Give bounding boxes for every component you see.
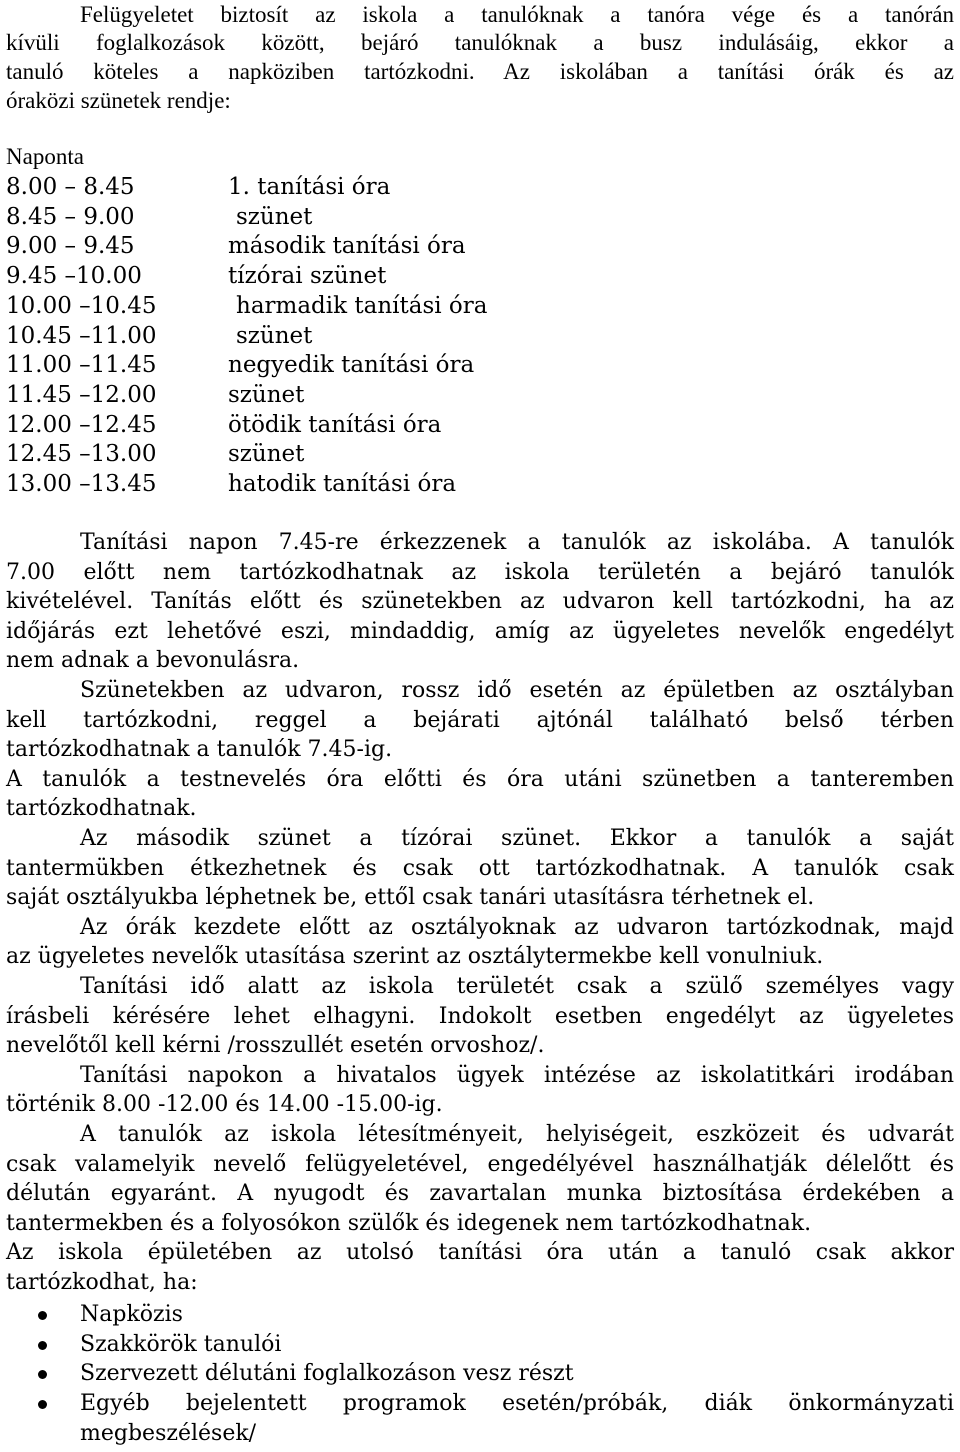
schedule-time: 9.45 –10.00: [6, 263, 142, 290]
rules-line: Tanítási napokon a hivatalos ügyek intézése az iskolatitkári irodában: [80, 1062, 954, 1088]
bullet-icon: [38, 1341, 47, 1350]
rules-line: 7.00 előtt nem tartózkodhatnak az iskola területén a bejáró tanulók: [6, 559, 954, 585]
schedule-label: hatodik tanítási óra: [228, 471, 457, 497]
rules-line: A tanulók a testnevelés óra előtti és óra utáni szünetben a tanteremben: [6, 766, 954, 792]
schedule-label: szünet: [236, 322, 313, 349]
schedule-time: 9.00 – 9.45: [6, 233, 135, 260]
rules-line: tantermekben és a folyosókon szülők és idegenek nem tartózkodhatnak.: [6, 1210, 812, 1236]
bullet-item: Egyéb bejelentett programok esetén/próbák, diák önkormányzati: [80, 1391, 954, 1417]
rules-line: kivételével. Tanítás előtt és szünetekben az udvaron kell tartózkodni, ha az: [6, 589, 954, 615]
schedule-time: 11.45 –12.00: [6, 381, 157, 408]
schedule-time: 10.00 –10.45: [6, 292, 157, 319]
rules-line: írásbeli kérésére lehet elhagyni. Indokolt esetben engedélyt az ügyeletes: [6, 1003, 954, 1029]
intro-line: Felügyeletet biztosít az iskola a tanulóknak a tanóra vége és a tanórán: [80, 2, 954, 27]
schedule-time: 12.00 –12.45: [6, 411, 157, 438]
bullet-icon: [38, 1370, 47, 1379]
schedule-label: második tanítási óra: [228, 233, 466, 260]
schedule-label: szünet: [228, 441, 305, 468]
schedule-label: tízórai szünet: [228, 263, 387, 290]
schedule-time: 8.45 – 9.00: [6, 203, 135, 230]
rules-line: tartózkodhat, ha:: [6, 1270, 198, 1295]
rules-line: kell tartózkodni, reggel a bejárati ajtónál található belső térben: [6, 707, 954, 733]
rules-line: délután egyaránt. A nyugodt és zavartalan munka biztosítása érdekében a: [6, 1181, 954, 1207]
schedule-time: 11.00 –11.45: [6, 352, 157, 379]
intro-line: óraközi szünetek rendje:: [6, 88, 231, 113]
intro-line: tanuló köteles a napköziben tartózkodni. Az iskolában a tanítási órák és az: [6, 59, 954, 84]
schedule-label: negyedik tanítási óra: [228, 352, 475, 379]
rules-line: tartózkodhatnak a tanulók 7.45-ig.: [6, 737, 393, 763]
schedule-time: 12.45 –13.00: [6, 441, 157, 468]
intro-line: kívüli foglalkozások között, bejáró tanulóknak a busz indulásáig, ekkor a: [6, 30, 954, 55]
bullet-icon: [38, 1311, 47, 1320]
rules-line: az ügyeletes nevelők utasítása szerint az osztálytermekbe kell vonulniuk.: [6, 944, 824, 970]
bullet-item: megbeszélések/: [80, 1420, 257, 1446]
schedule-time: 13.00 –13.45: [6, 471, 157, 497]
schedule-label: 1. tanítási óra: [228, 174, 391, 200]
schedule-label: harmadik tanítási óra: [236, 292, 488, 319]
rules-line: nevelőtől kell kérni /rosszullét esetén orvoshoz/.: [6, 1033, 545, 1059]
rules-line: A tanulók az iskola létesítményeit, helyiségeit, eszközeit és udvarát: [80, 1122, 954, 1147]
schedule-time: 8.00 – 8.45: [6, 174, 135, 200]
rules-line: tartózkodhatnak.: [6, 796, 197, 822]
bullet-item: Szervezett délutáni foglalkozáson vesz részt: [80, 1361, 574, 1387]
rules-line: Tanítási napon 7.45-re érkezzenek a tanulók az iskolába. A tanulók: [80, 530, 954, 555]
rules-line: történik 8.00 -12.00 és 14.00 -15.00-ig.: [6, 1092, 443, 1118]
rules-line: időjárás ezt lehetővé eszi, mindaddig, amíg az ügyeletes nevelők engedélyt: [6, 618, 954, 644]
schedule-label: szünet: [236, 203, 313, 230]
schedule-time: 10.45 –11.00: [6, 322, 157, 349]
rules-line: Tanítási idő alatt az iskola területét csak a szülő személyes vagy: [80, 974, 954, 999]
rules-line: Az második szünet a tízórai szünet. Ekkor a tanulók a saját: [80, 826, 954, 851]
bullet-item: Napközis: [80, 1302, 183, 1327]
schedule-heading: Naponta: [6, 144, 84, 169]
rules-line: Szünetekben az udvaron, rossz idő esetén az épületben az osztályban: [80, 678, 954, 703]
bullet-item: Szakkörök tanulói: [80, 1331, 282, 1357]
schedule-label: ötödik tanítási óra: [228, 411, 442, 438]
rules-line: csak valamelyik nevelő felügyeletével, engedélyével használhatják délelőtt és: [6, 1151, 954, 1177]
rules-line: Az órák kezdete előtt az osztályoknak az udvaron tartózkodnak, majd: [80, 914, 954, 940]
rules-line: Az iskola épületében az utolsó tanítási óra után a tanuló csak akkor: [6, 1240, 954, 1266]
rules-line: nem adnak a bevonulásra.: [6, 648, 300, 674]
rules-line: tantermükben étkezhetnek és csak ott tartózkodhatnak. A tanulók csak: [6, 855, 954, 881]
schedule-label: szünet: [228, 381, 305, 408]
rules-line: saját osztályukba léphetnek be, ettől csak tanári utasításra térhetnek el.: [6, 885, 815, 911]
bullet-icon: [38, 1400, 47, 1409]
